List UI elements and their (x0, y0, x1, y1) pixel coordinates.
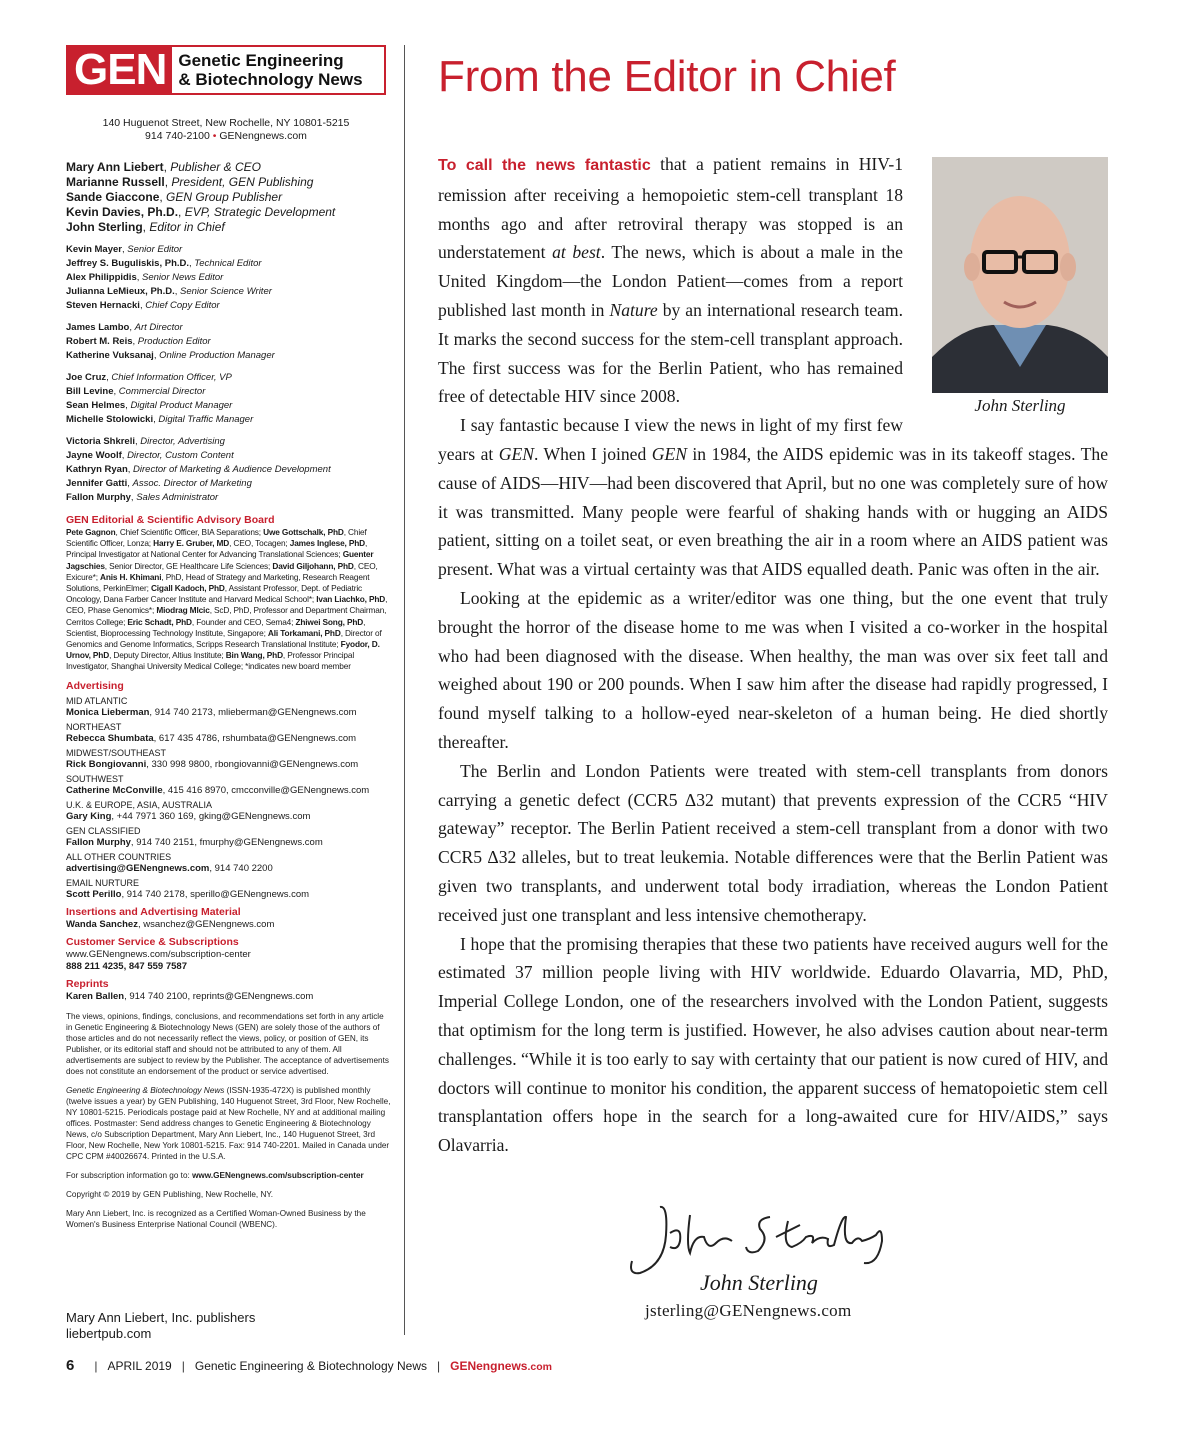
author-email[interactable]: jsterling@GENengnews.com (645, 1301, 852, 1320)
subscription-url[interactable]: www.GENengnews.com/subscription-center (66, 948, 251, 960)
advertising-heading: Advertising (66, 679, 124, 692)
staff-row: Mary Ann Liebert, Publisher & CEO (66, 160, 261, 174)
street-address: 140 Huguenot Street, New Rochelle, NY 10801-5215 (102, 117, 350, 129)
ad-contact: Scott Perillo, 914 740 2178, sperillo@GENengnews.com (66, 888, 310, 900)
ad-contact: Gary King, +44 7971 360 169, gking@GENengnews.com (66, 810, 311, 822)
staff-row: Victoria Shkreli, Director, Advertising (66, 436, 225, 447)
reprints-heading: Reprints (66, 977, 109, 990)
staff-top-group (66, 160, 391, 235)
staff-row: James Lambo, Art Director (66, 322, 183, 333)
staff-row: Jeffrey S. Buguliskis, Ph.D., Technical Editor (66, 258, 262, 269)
staff-row: Katherine Vuksanaj, Online Production Manager (66, 350, 275, 361)
customer-service-phones: 888 211 4235, 847 559 7587 (66, 960, 187, 972)
reprints-contact: Karen Ballen, 914 740 2100, reprints@GENengnews.com (66, 990, 314, 1002)
masthead-address (66, 117, 386, 143)
ad-region: NORTHEAST (66, 721, 122, 732)
paragraph: I say fantastic because I view the news in light of my first few years at GEN. When I joined GEN in 1984, the AIDS epidemic was in its takeoff stages. The cause of AIDS—HIV—had been discovered that April, but no one was completely sure of how it was transmitted. Many people were fearful of shaking hands with or hugging an AIDS patient, sitting on a toilet seat, or even breathing the air in a room where an AIDS patient was present. What was a virtual certainty was that AIDS equalled death. Panic was often in the air. (438, 415, 1108, 580)
page-title: From the Editor in Chief (438, 52, 896, 101)
photo-float-spacer (903, 150, 1108, 422)
ad-region: ALL OTHER COUNTRIES (66, 851, 172, 862)
staff-row: Marianne Russell, President, GEN Publishing (66, 175, 314, 189)
publisher-site[interactable]: liebertpub.com (66, 1326, 152, 1341)
footer-separator: | (181, 1359, 185, 1373)
disclaimer-text: The views, opinions, findings, conclusions, and recommendations set forth in any article in Genetic Engineering & Biotechnology News (GEN) are solely those of the authors of those articles and do not necessarily reflect the views, policy, or position of GEN, its Publisher, or its editorial staff and should not be attributed to any of them. All advertisements are subject to review by the Publisher. The acceptance of advertisements does not constitute an endorsement of the product or service advertised. (66, 1011, 389, 1076)
ad-contact: Fallon Murphy, 914 740 2151, fmurphy@GENengnews.com (66, 836, 323, 848)
advisory-board-list: Pete Gagnon, Chief Scientific Officer, BIA Separations; Uwe Gottschalk, PhD, Chief Scientific Officer, Lonza; Harry E. Gruber, MD, CEO, Tocagen; James Inglese, PhD, Principal Investigator at National Center for Advancing Translational Sciences; Guenter Jagschies, Senior Director, GE Healthcare Life Sciences; David Giljohann, PhD, CEO, Exicure*; Anis H. Khimani, PhD, Head of Strategy and Marketing, Research Reagent Solutions, PerkinElmer; Cigall Kadoch, PhD, Assistant Professor, Dept. of Pediatric Oncology, Dana Farber Cancer Institute and Harvard Medical School*; Ivan Liachko, PhD, CEO, Phase Genomics*; Miodrag Mlcic, ScD, PhD, Professor and Department Chairman, Cerritos College; Eric Schadt, PhD, Founder and CEO, Sema4; Zhiwei Song, PhD, Scientist, Bioprocessing Technology Institute, Singapore; Ali Torkamani, PhD, Director of Genomics and Genome Informatics, Scripps Research Translational Institute; Fyodor, D. Urnov, PhD, Deputy Director, Altius Institute; Bin Wang, PhD, Professor Principal Investigator, Shanghai University Medical College; *indicates new board member (66, 527, 388, 672)
staff-row: Bill Levine, Commercial Director (66, 386, 206, 397)
phone: 914 740-2100 (145, 130, 210, 142)
staff-row: Sande Giaccone, GEN Group Publisher (66, 190, 283, 204)
column-divider (404, 45, 405, 1335)
lead-in: To call the news fantastic (438, 157, 651, 174)
ad-region: U.K. & EUROPE, ASIA, AUSTRALIA (66, 799, 213, 810)
publisher-credit (66, 1310, 255, 1342)
ad-region: GEN CLASSIFIED (66, 825, 141, 836)
gen-logo (66, 45, 386, 95)
insertions-heading: Insertions and Advertising Material (66, 905, 241, 918)
digital-staff-group (66, 371, 391, 427)
ad-region: MID ATLANTIC (66, 695, 128, 706)
advisory-board-heading: GEN Editorial & Scientific Advisory Board (66, 514, 275, 526)
publication-info: Genetic Engineering & Biotechnology News (ISSN-1935-472X) is published monthly (twelve issues a year) by GEN Publishing, 140 Huguenot Street, 3rd Floor, New Rochelle, NY 10801-5215. Periodicals postage paid at New Rochelle, NY and at additional mailing offices. Postmaster: Send address changes to Genetic Engineering & Biotechnology News, c/o Subscription Department, Mary Ann Liebert, Inc., 140 Huguenot Street, 3rd Floor, New Rochelle, New York 10801-5215. Fax: 914 740-2201. Mailed in Canada under CPC CPM #40026674. Printed in the U.S.A. (66, 1085, 391, 1161)
staff-sidebar (66, 160, 391, 1230)
staff-row: Steven Hernacki, Chief Copy Editor (66, 300, 220, 311)
issue-date: APRIL 2019 (107, 1359, 172, 1373)
footer-separator: | (94, 1359, 98, 1373)
ad-region: SOUTHWEST (66, 773, 124, 784)
ad-region: EMAIL NURTURE (66, 877, 140, 888)
article-body (438, 150, 1108, 1160)
logo-line-2: & Biotechnology News (178, 70, 363, 89)
ad-contact: Catherine McConville, 415 416 8970, cmcconville@GENengnews.com (66, 784, 370, 796)
contact-line (66, 130, 386, 143)
logo-mark: GEN (68, 47, 172, 93)
staff-row: Robert M. Reis, Production Editor (66, 336, 211, 347)
staff-row: Kevin Davies, Ph.D., EVP, Strategic Development (66, 205, 336, 219)
page-footer (66, 1357, 552, 1374)
certification-text: Mary Ann Liebert, Inc. is recognized as a Certified Woman-Owned Business by the Women's Business Enterprise National Council (WBENC). (66, 1208, 366, 1229)
staff-row: Joe Cruz, Chief Information Officer, VP (66, 372, 232, 383)
logo-line-1: Genetic Engineering (178, 51, 344, 70)
paragraph: Looking at the epidemic as a writer/editor was one thing, but the one event that truly brought the horror of the disease home to me was when I visited a co-worker in the hospital who had been diagnosed with the disease. When healthy, the man was over six feet tall and weighed about 190 or 200 pounds. When I saw him after the disease had rapidly progressed, I found myself talking to a hollow-eyed near-skeleton of a human being. He died shortly thereafter. (438, 587, 1108, 752)
paragraph: I hope that the promising therapies that these two patients have received augurs well for the estimated 37 million people living with HIV worldwide. Eduardo Olavarria, MD, PhD, Imperial College London, one of the researchers involved with the London Patient, suggests that optimism for the long term is justified. However, he also advises caution about near-term challenges. “While it is too early to say with certainty that our patient is now cured of HIV, and doctors will continue to monitor his condition, the apparent success of hematopoietic stem cell transplantation offers hope in the search for a long-awaited cure for HIV/AIDS,” says Olavarria. (438, 933, 1109, 1156)
website-link[interactable]: GENengnews.com (219, 130, 307, 142)
staff-row: Fallon Murphy, Sales Administrator (66, 492, 219, 503)
staff-row: Michelle Stolowicki, Digital Traffic Manager (66, 414, 254, 425)
staff-row: Jennifer Gatti, Assoc. Director of Marketing (66, 478, 252, 489)
customer-service-heading: Customer Service & Subscriptions (66, 935, 239, 948)
footer-separator: | (437, 1359, 441, 1373)
staff-row: Sean Helmes, Digital Product Manager (66, 400, 233, 411)
ad-contact: Rebecca Shumbata, 617 435 4786, rshumbata@GENengnews.com (66, 732, 357, 744)
staff-row: Jayne Woolf, Director, Custom Content (66, 450, 234, 461)
insertions-contact: Wanda Sanchez, wsanchez@GENengnews.com (66, 918, 275, 930)
staff-row: Kathryn Ryan, Director of Marketing & Audience Development (66, 464, 331, 475)
copyright-text: Copyright © 2019 by GEN Publishing, New Rochelle, NY. (66, 1189, 274, 1199)
ad-contact: Monica Lieberman, 914 740 2173, mlieberman@GENengnews.com (66, 706, 357, 718)
footer-website-link[interactable]: GENengnews.com (450, 1359, 552, 1373)
photo-caption: John Sterling (974, 396, 1066, 415)
publication-name: Genetic Engineering & Biotechnology News (194, 1359, 427, 1373)
ad-contact: Rick Bongiovanni, 330 998 9800, rbongiovanni@GENengnews.com (66, 758, 359, 770)
page-number: 6 (66, 1357, 75, 1374)
ad-region: MIDWEST/SOUTHEAST (66, 747, 167, 758)
staff-row: John Sterling, Editor in Chief (66, 220, 225, 234)
marketing-staff-group (66, 435, 391, 505)
publisher-name: Mary Ann Liebert, Inc. publishers (66, 1310, 256, 1325)
staff-row: Alex Philippidis, Senior News Editor (66, 272, 224, 283)
advertising-contacts (66, 695, 391, 901)
staff-row: Julianna LeMieux, Ph.D., Senior Science Writer (66, 286, 272, 297)
paragraph: The Berlin and London Patients were treated with stem-cell transplants from donors carrying a genetic defect (CCR5 Δ32 mutant) that prevents expression of the CCR5 “HIV gateway” receptor. The Berlin Patient received a stem-cell transplant from a donor with two CCR5 Δ32 alleles, but to treat leukemia. Notable differences were that the Berlin Patient was given two transplants, and underwent total body irradiation, whereas the London Patient received just one transplant and less intensive chemotherapy. (438, 760, 1108, 925)
editorial-staff-group (66, 243, 391, 313)
bullet-separator: • (212, 130, 217, 142)
subscription-info: For subscription information go to: www.GENengnews.com/subscription-center (66, 1170, 364, 1180)
staff-row: Kevin Mayer, Senior Editor (66, 244, 183, 255)
logo-wordmark (172, 47, 362, 93)
ad-contact: advertising@GENengnews.com, 914 740 2200 (66, 862, 273, 874)
paragraph: To call the news fantastic that a patient remains in HIV-1 remission after receiving a hemopoietic stem-cell transplant 18 months ago and after retroviral therapy was stopped is an understatement at best. The news, which is about a male in the United Kingdom—the London Patient—comes from a report published last month in Nature by an international research team. It marks the second success for the stem-cell transplant approach. The first success was for the Berlin Patient, who has remained free of detectable HIV since 2008. (438, 154, 904, 407)
production-staff-group (66, 321, 391, 363)
signature-name: John Sterling (700, 1270, 818, 1295)
